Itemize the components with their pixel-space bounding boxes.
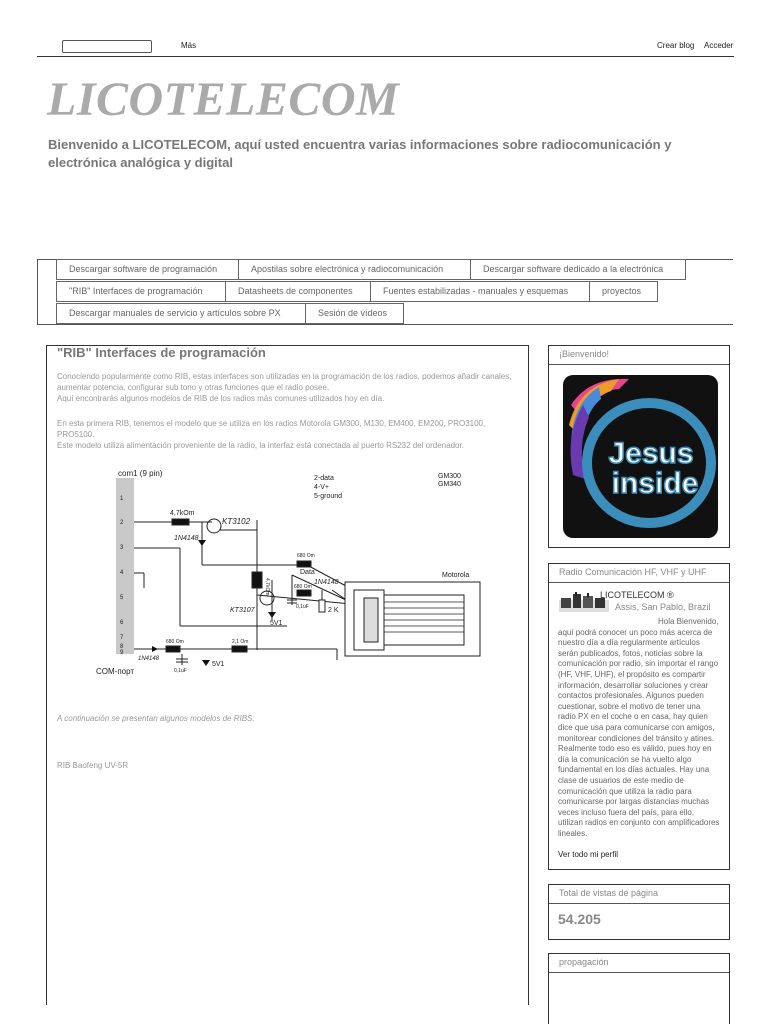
motorola-label: Motorola (442, 572, 470, 579)
rib-schematic-image[interactable] (92, 460, 492, 688)
menu-item-manuales-px[interactable]: Descargar manuales de servicio y artículos sobre PX (56, 303, 306, 324)
post-rib-model: RIB Baofeng UV-5R (57, 761, 129, 770)
component-label: 5V1 (270, 620, 283, 627)
widget-title: propagación (559, 957, 609, 967)
pin-label: 3 (120, 545, 124, 551)
pin-label: 8 (120, 644, 124, 650)
pin-label: 1 (120, 496, 124, 502)
menu-item-videos[interactable]: Sesión de vídeos (305, 303, 404, 324)
create-blog-link[interactable]: Crear blog (657, 41, 695, 50)
component-label: 5V1 (212, 661, 225, 668)
profile-name[interactable]: LICOTELECOM ® (600, 590, 674, 600)
component-label: 0,1uF (296, 604, 309, 610)
widget-title: Radio Comunicación HF, VHF y UHF (559, 567, 707, 577)
widget-welcome (548, 345, 730, 548)
logo-text: inside (611, 467, 699, 500)
logo-text: Jesus (608, 437, 694, 470)
component-label: 4,7kOm (170, 510, 195, 517)
legend-item: 2-data (314, 475, 334, 482)
more-link[interactable]: Más (181, 41, 197, 50)
legend-item: 5-ground (314, 493, 343, 500)
menu-item-datasheets[interactable]: Datasheets de componentes (225, 281, 371, 302)
component-label: 2 K (328, 607, 339, 614)
post-paragraph: Este modelo utiliza alimentación proveniente de la radio, la interfaz está conectada al puerto RS232 del ordenador. (57, 441, 464, 450)
component-label: 0,1uF (174, 668, 187, 674)
pin-label: 6 (120, 620, 124, 626)
profile-about: Hola Bienvenido, aquí podrá conocer un poco más acerca de nuestro día a día regularmente artículos serán publicados, fotos, noticias sobre la comunicación por radio, sin importar el rango (HF, VHF, UHF), el propósito es compartir información, desarrollar soluciones y crear contactos profesionales. Algunos pueden cuestionar, sobre el motivo de tener una radio PX en el coche o en casa, hay quien dice que usa para comunicarse con amigos, monitorear condiciones del tránsito y atines. Realmente todo eso es válido, pues hoy en día la comunicación se ha vuelto algo fundamental en los días actuales. Hay una clase de usuarios de este medio de comunicación que utiliza la radio para comunicarse por largas distancias muchas veces incluso fuera del país, para ello, utilizan radios en conjunto con amplificadores lineales. (558, 617, 720, 838)
pin-label: 2 (120, 520, 124, 526)
navbar-divider (37, 56, 734, 57)
component-label: KT3102 (222, 517, 251, 526)
component-label: 2,1 Om (232, 639, 249, 645)
component-label: 1N4148 (174, 535, 199, 542)
pin-label: 4 (120, 570, 124, 576)
resistor-symbol (297, 561, 311, 567)
post-paragraph: En esta primera RIB, tenemos el modelo que se utiliza en los radios Motorola GM300, M130, EM400, EM200, PRO3100, PRO5100. (57, 419, 486, 439)
component-label: 1N4148 (138, 656, 160, 662)
component-label: 680 Om (166, 639, 184, 645)
widget-title: ¡Bienvenido! (559, 349, 610, 359)
comport-label: COM-порт (96, 667, 135, 676)
site-description: Bienvenido a LICOTELECOM, aquí usted encuentra varias informaciones sobre radiocomunicación y electrónica analógica y digital (48, 137, 672, 170)
jesus-inside-logo[interactable] (549, 365, 729, 547)
model-label: GM340 (438, 481, 461, 488)
post-caption: A continuación se presentan algunos modelos de RIBS: (57, 714, 255, 723)
component-label: Data (300, 569, 315, 576)
component-label: 680 Om (294, 584, 312, 590)
blogger-navbar (0, 0, 768, 57)
resistor-symbol (166, 646, 180, 652)
resistor-symbol (319, 600, 325, 612)
resistor-symbol (297, 590, 311, 596)
pageviews-count: 54.205 (558, 911, 601, 927)
profile-location: Assis, San Pablo, Brazil (615, 602, 711, 612)
search-input[interactable] (62, 40, 152, 53)
menu-item-proyectos[interactable]: proyectos (589, 281, 658, 302)
pin-label: 9 (120, 650, 124, 656)
post-title[interactable]: "RIB" Interfaces de programación (57, 345, 266, 360)
resistor-symbol (232, 646, 247, 652)
menu-divider (37, 259, 38, 325)
com1-label: com1 (9 pin) (118, 469, 163, 478)
pin-label: 5 (120, 595, 124, 601)
model-label: GM300 (438, 473, 461, 480)
menu-item-software-programacion[interactable]: Descargar software de programación (56, 259, 239, 280)
sign-in-link[interactable]: Acceder (704, 41, 734, 50)
resistor-symbol (252, 572, 262, 588)
site-title[interactable]: LICOTELECOM (47, 73, 400, 126)
menu-item-software-electronica[interactable]: Descargar software dedicado a la electrónica (470, 259, 686, 280)
db9-connector (116, 478, 134, 654)
post-paragraph: Aquí encontrarás algunos modelos de RIB de los radios más comunes utilizados hoy en día. (57, 394, 385, 403)
widget-propagation (548, 953, 730, 1024)
menu-divider (37, 324, 733, 325)
resistor-symbol (172, 519, 189, 525)
component-label: 1N4148 (314, 579, 339, 586)
widget-title: Total de vistas de página (559, 888, 659, 898)
component-label: 4,7kOm (264, 578, 270, 596)
menu-item-fuentes[interactable]: Fuentes estabilizadas - manuales y esquemas (370, 281, 590, 302)
view-profile-link[interactable]: Ver todo mi perfil (558, 850, 619, 859)
post-paragraph: Conociendo popularmente como RIB, estas interfaces son utilizadas en la programación de los radios, podemos añadir canales, aumentar potencia, configurar sub tono y otras funciones que el radio posee. (57, 372, 512, 392)
component-label: 680 Om (297, 553, 315, 559)
pin-label: 7 (120, 635, 124, 641)
component-label: KT3107 (230, 607, 255, 614)
menu-item-rib-interfaces[interactable]: "RIB" Interfaces de programación (56, 281, 226, 302)
menu-item-apostilas[interactable]: Apostilas sobre electrónica y radiocomunicación (238, 259, 471, 280)
legend-item: 4-V+ (314, 484, 329, 491)
